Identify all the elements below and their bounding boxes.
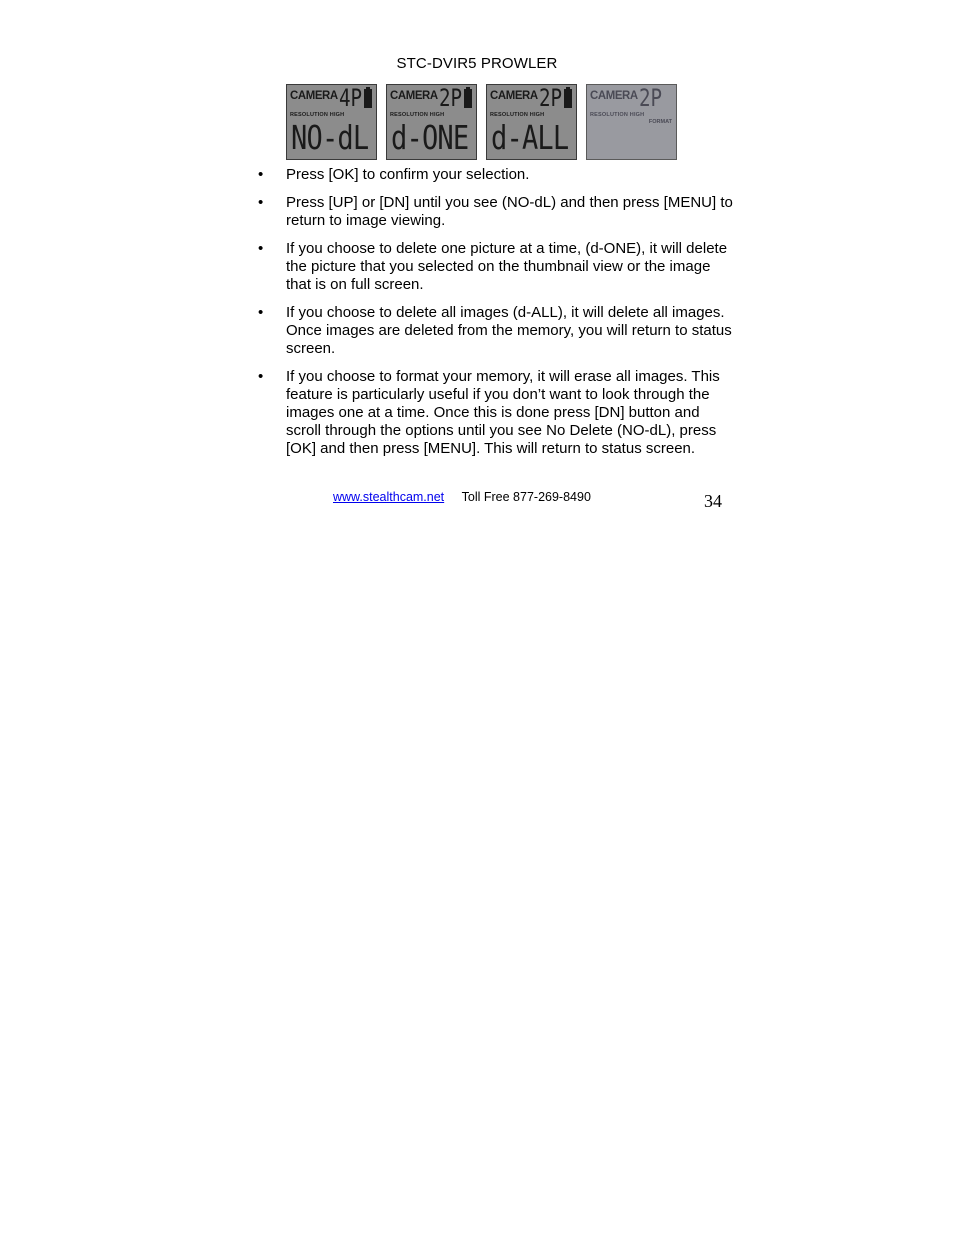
lcd-camera-label: CAMERA: [290, 88, 338, 102]
lcd-main-display: d-ONE: [391, 118, 469, 157]
lcd-photo-count: 2P: [639, 84, 663, 112]
lcd-camera-label: CAMERA: [490, 88, 538, 102]
battery-icon: [564, 89, 572, 108]
battery-icon: [364, 89, 372, 108]
lcd-resolution-label: RESOLUTION HIGH: [490, 112, 545, 118]
list-item: [258, 194, 738, 230]
lcd-screen-delete-one: [386, 84, 477, 160]
lcd-photo-count: 4P: [339, 84, 363, 112]
lcd-screen-no-delete: [286, 84, 377, 160]
lcd-main-display: NO-dL: [291, 118, 369, 157]
bullet-marker: •: [258, 194, 264, 211]
list-item: [258, 166, 738, 184]
list-item-text: If you choose to format your memory, it will erase all images. This feature is particularly useful if you don’t want to look through the images one at a time. Once this is done press [DN] button and scroll through the options until you see No Delete (NO-dL), press [OK] and then press [MENU]. This will return to status screen.: [286, 368, 720, 457]
lcd-resolution-label: RESOLUTION HIGH: [290, 112, 345, 118]
lcd-resolution-label: RESOLUTION HIGH: [390, 112, 445, 118]
page-footer: [333, 490, 591, 504]
lcd-screen-delete-all: [486, 84, 577, 160]
lcd-screen-format: [586, 84, 677, 160]
lcd-camera-label: CAMERA: [590, 88, 638, 102]
toll-free-number: Toll Free 877-269-8490: [461, 490, 591, 504]
bullet-marker: •: [258, 304, 264, 321]
list-item-text: Press [UP] or [DN] until you see (NO-dL) and then press [MENU] to return to image viewing.: [286, 194, 733, 229]
lcd-main-display: d-ALL: [491, 118, 569, 157]
list-item-text: Press [OK] to confirm your selection.: [286, 166, 530, 183]
bullet-marker: •: [258, 368, 264, 385]
page-number: 34: [704, 491, 722, 511]
list-item: [258, 240, 738, 294]
list-item-text: If you choose to delete one picture at a time, (d-ONE), it will delete the picture that you selected on the thumbnail view or the image that is on full screen.: [286, 240, 728, 293]
bullet-marker: •: [258, 240, 264, 257]
bullet-marker: •: [258, 166, 264, 183]
lcd-camera-label: CAMERA: [390, 88, 438, 102]
lcd-resolution-label: RESOLUTION HIGH: [590, 112, 645, 118]
instruction-list: [258, 166, 738, 468]
list-item: [258, 304, 738, 358]
lcd-photo-count: 2P: [439, 84, 463, 112]
website-link[interactable]: www.stealthcam.net: [333, 490, 445, 504]
page-title: STC-DVIR5 PROWLER: [396, 55, 558, 72]
battery-icon: [464, 89, 472, 108]
list-item-text: If you choose to delete all images (d-ALL), it will delete all images. Once images are deleted from the memory, you will return to status screen.: [286, 304, 732, 357]
lcd-photo-count: 2P: [539, 84, 563, 112]
lcd-format-label: FORMAT: [648, 119, 672, 125]
list-item: [258, 368, 738, 458]
